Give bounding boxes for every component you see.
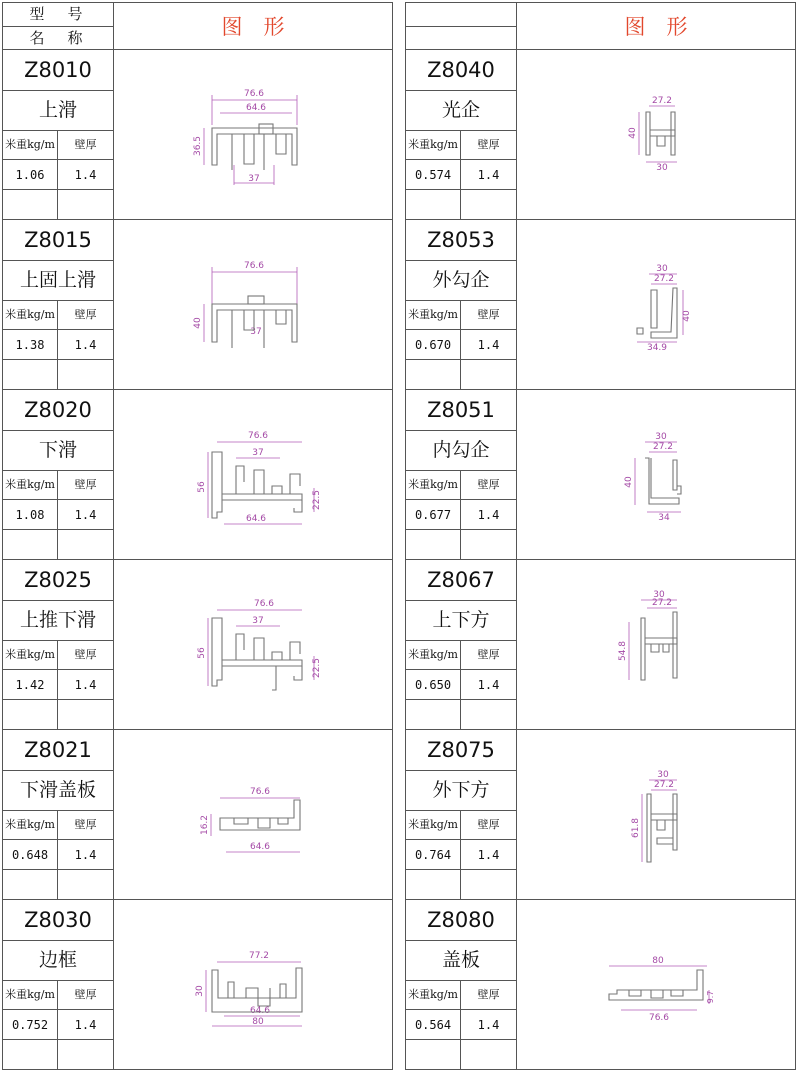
profile-row: [2, 730, 393, 900]
thickness-value: 1.4: [461, 160, 516, 190]
left-table: [2, 2, 395, 1072]
dim-label: 22.5: [312, 657, 322, 679]
dim-label: 64.6: [245, 103, 267, 113]
thickness-value: 1.4: [461, 500, 516, 530]
profile-drawing-svg: [114, 900, 392, 1068]
thickness-label: 壁厚: [58, 470, 113, 500]
dim-label: 22.5: [312, 489, 322, 511]
dim-label: 37: [252, 448, 264, 458]
profile-code: Z8040: [406, 50, 516, 91]
dim-label: 36.5: [193, 135, 203, 157]
thickness-label: 壁厚: [58, 810, 113, 840]
profile-drawing: [114, 390, 392, 559]
dim-label: 76.6: [253, 599, 275, 609]
profile-row: [405, 560, 796, 730]
profile-code: Z8053: [406, 220, 516, 261]
thickness-label: 壁厚: [461, 810, 516, 840]
dim-label: 37: [248, 174, 260, 184]
profile-drawing-svg: [517, 900, 795, 1068]
weight-value: 0.564: [406, 1010, 461, 1040]
profile-name: 上下方: [406, 600, 516, 641]
profile-row: [405, 390, 796, 560]
profile-drawing: [517, 900, 795, 1069]
dim-label: 76.6: [648, 1013, 670, 1023]
profile-row: [2, 220, 393, 390]
thickness-label: 壁厚: [461, 300, 516, 330]
dim-label: 27.2: [651, 96, 673, 106]
figure-label: 图 形: [221, 15, 285, 39]
profile-drawing-svg: [114, 390, 392, 558]
thickness-value: 1.4: [461, 1010, 516, 1040]
dim-label: 34: [658, 513, 670, 523]
weight-label: 米重kg/m: [406, 640, 461, 670]
name-label: 名 称: [29, 29, 87, 47]
thickness-value: 1.4: [58, 160, 113, 190]
dim-label: 40: [682, 310, 692, 322]
dim-label: 80: [252, 1017, 264, 1027]
thickness-value: 1.4: [58, 1010, 113, 1040]
profile-name: 内勾企: [406, 430, 516, 471]
dim-label: 37: [250, 327, 262, 337]
weight-value: 0.752: [3, 1010, 58, 1040]
profile-code: Z8080: [406, 900, 516, 941]
dim-label: 76.6: [243, 89, 265, 99]
dim-label: 37: [252, 616, 264, 626]
profile-drawing-svg: [114, 220, 392, 388]
profile-row: [2, 50, 393, 220]
dim-label: 27.2: [651, 598, 673, 608]
weight-label: 米重kg/m: [3, 300, 58, 330]
right-table: [405, 2, 798, 1072]
dim-label: 30: [655, 432, 667, 442]
profile-drawing: [114, 220, 392, 389]
weight-label: 米重kg/m: [3, 130, 58, 160]
profile-drawing: [114, 560, 392, 729]
profile-code: Z8075: [406, 730, 516, 771]
thickness-label: 壁厚: [461, 980, 516, 1010]
profile-row: [405, 50, 796, 220]
weight-value: 0.650: [406, 670, 461, 700]
dim-label: 56: [197, 481, 207, 493]
weight-label: 米重kg/m: [3, 640, 58, 670]
profile-name: 上固上滑: [3, 260, 113, 301]
profile-name: 盖板: [406, 940, 516, 981]
profile-drawing-svg: [517, 390, 795, 558]
dim-label: 64.6: [249, 842, 271, 852]
profile-name: 下滑盖板: [3, 770, 113, 811]
thickness-label: 壁厚: [58, 300, 113, 330]
dim-label: 54.8: [618, 640, 628, 662]
thickness-value: 1.4: [58, 840, 113, 870]
weight-value: 0.677: [406, 500, 461, 530]
profile-code: Z8015: [3, 220, 113, 261]
profile-drawing-svg: [517, 730, 795, 898]
profile-drawing-svg: [114, 560, 392, 728]
profile-drawing: [114, 730, 392, 899]
profile-code: Z8010: [3, 50, 113, 91]
profile-row: [2, 900, 393, 1070]
thickness-value: 1.4: [461, 840, 516, 870]
thickness-value: 1.4: [461, 330, 516, 360]
dim-label: 40: [193, 317, 203, 329]
thickness-label: 壁厚: [461, 470, 516, 500]
dim-label: 30: [656, 163, 668, 173]
profile-drawing: [517, 220, 795, 389]
profile-name: 光企: [406, 90, 516, 131]
weight-label: 米重kg/m: [406, 470, 461, 500]
dim-label: 16.2: [200, 814, 210, 836]
profile-drawing: [517, 390, 795, 559]
dim-label: 34.9: [646, 343, 668, 353]
dim-label: 30: [195, 985, 205, 997]
profile-drawing: [517, 560, 795, 729]
profile-row: [405, 220, 796, 390]
profile-name: 边框: [3, 940, 113, 981]
weight-value: 1.42: [3, 670, 58, 700]
dim-label: 76.6: [243, 261, 265, 271]
dim-label: 77.2: [248, 951, 270, 961]
dim-label: 40: [624, 476, 634, 488]
profile-drawing-svg: [517, 50, 795, 218]
thickness-label: 壁厚: [58, 980, 113, 1010]
weight-value: 0.670: [406, 330, 461, 360]
thickness-value: 1.4: [58, 500, 113, 530]
profile-drawing-svg: [114, 50, 392, 218]
table-header: [2, 2, 393, 50]
thickness-label: 壁厚: [58, 130, 113, 160]
profile-name: 上推下滑: [3, 600, 113, 641]
weight-label: 米重kg/m: [406, 300, 461, 330]
weight-label: 米重kg/m: [3, 470, 58, 500]
weight-value: 1.06: [3, 160, 58, 190]
dim-label: 30: [653, 590, 665, 600]
dim-label: 27.2: [652, 442, 674, 452]
profile-drawing: [114, 900, 392, 1069]
table-header: [405, 2, 796, 50]
weight-label: 米重kg/m: [406, 130, 461, 160]
profile-name: 下滑: [3, 430, 113, 471]
thickness-value: 1.4: [58, 330, 113, 360]
thickness-label: 壁厚: [461, 130, 516, 160]
profile-name: 上滑: [3, 90, 113, 131]
thickness-value: 1.4: [461, 670, 516, 700]
dim-label: 76.6: [247, 431, 269, 441]
dim-label: 61.8: [631, 817, 641, 839]
figure-label: 图 形: [624, 15, 688, 39]
profile-drawing-svg: [517, 220, 795, 388]
profile-drawing-svg: [114, 730, 392, 898]
profile-code: Z8051: [406, 390, 516, 431]
dim-label: 76.6: [249, 787, 271, 797]
dim-label: 9.7: [706, 990, 715, 1004]
weight-value: 0.764: [406, 840, 461, 870]
profile-drawing: [114, 50, 392, 219]
dim-label: 27.2: [653, 274, 675, 284]
weight-value: 0.574: [406, 160, 461, 190]
profile-code: Z8020: [3, 390, 113, 431]
thickness-label: 壁厚: [58, 640, 113, 670]
profile-code: Z8067: [406, 560, 516, 601]
profile-code: Z8030: [3, 900, 113, 941]
dim-label: 64.6: [245, 514, 267, 524]
profile-row: [2, 390, 393, 560]
profile-row: [2, 560, 393, 730]
dim-label: 40: [628, 127, 638, 139]
weight-label: 米重kg/m: [406, 810, 461, 840]
profile-name: 外下方: [406, 770, 516, 811]
profile-code: Z8025: [3, 560, 113, 601]
profile-row: [405, 730, 796, 900]
dim-label: 30: [657, 770, 669, 780]
weight-value: 1.38: [3, 330, 58, 360]
thickness-label: 壁厚: [461, 640, 516, 670]
model-label: 型 号: [3, 3, 113, 27]
dim-label: 30: [656, 264, 668, 274]
profile-drawing: [517, 730, 795, 899]
profile-drawing: [517, 50, 795, 219]
dim-label: 27.2: [653, 780, 675, 790]
profile-code: Z8021: [3, 730, 113, 771]
thickness-value: 1.4: [58, 670, 113, 700]
profile-drawing-svg: [517, 560, 795, 728]
weight-label: 米重kg/m: [406, 980, 461, 1010]
weight-label: 米重kg/m: [3, 980, 58, 1010]
dim-label: 64.6: [249, 1006, 271, 1016]
weight-value: 0.648: [3, 840, 58, 870]
weight-value: 1.08: [3, 500, 58, 530]
weight-label: 米重kg/m: [3, 810, 58, 840]
profile-row: [405, 900, 796, 1070]
profile-name: 外勾企: [406, 260, 516, 301]
dim-label: 80: [652, 956, 664, 966]
dim-label: 56: [197, 647, 207, 659]
